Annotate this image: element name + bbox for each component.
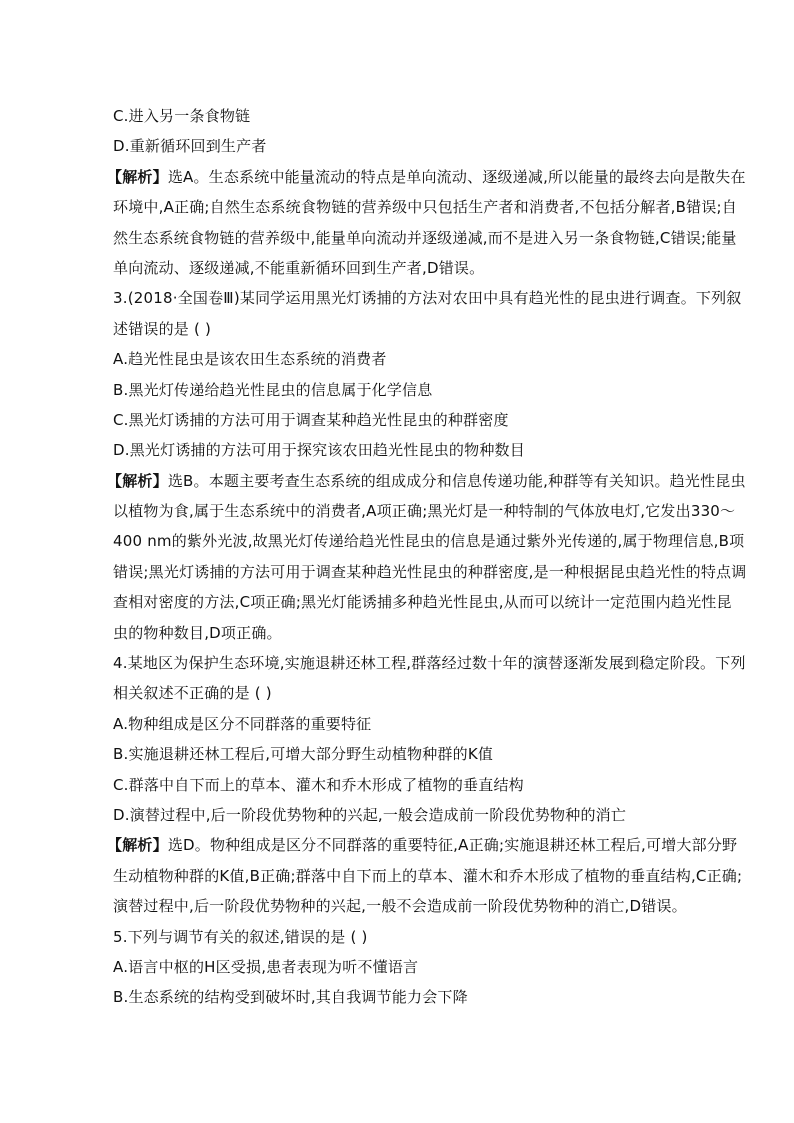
- line-text: A.语言中枢的H区受损,患者表现为听不懂语言: [113, 957, 419, 976]
- line-text: 以植物为食,属于生态系统中的消费者,A项正确;黑光灯是一种特制的气体放电灯,它发出330～: [113, 502, 736, 521]
- line-text: 演替过程中,后一阶段优势物种的兴起,一般不会造成前一阶段优势物种的消亡,D错误。: [113, 897, 687, 916]
- option-line: [113, 709, 703, 739]
- question-line: [113, 922, 703, 952]
- text-line: [113, 861, 743, 891]
- line-text: 选A。生态系统中能量流动的特点是单向流动、逐级递减,所以能量的最终去向是散失在: [167, 167, 746, 186]
- line-text: 5.下列与调节有关的叙述,错误的是 ( ): [113, 927, 368, 946]
- text-line: [113, 526, 745, 556]
- text-line: [113, 678, 703, 708]
- line-text: A.趋光性昆虫是该农田生态系统的消费者: [113, 350, 387, 369]
- question-line: [113, 648, 746, 678]
- line-text: B.生态系统的结构受到破坏时,其自我调节能力会下降: [113, 988, 468, 1007]
- option-line: [113, 405, 703, 435]
- line-text: 然生态系统食物链的营养级中,能量单向流动并逐级递减,而不是进入另一条食物链,C错误;能量: [113, 228, 737, 247]
- line-text: 查相对密度的方法,C项正确;黑光灯能诱捕多种趋光性昆虫,从而可以统计一定范围内趋光性昆: [113, 593, 732, 612]
- option-line: [113, 375, 703, 405]
- analysis-line: [107, 830, 738, 860]
- question-line: [113, 283, 742, 313]
- line-text: C.进入另一条食物链: [113, 107, 251, 125]
- line-text: 4.某地区为保护生态环境,实施退耕还林工程,群落经过数十年的演替逐渐发展到稳定阶段。下列: [113, 654, 746, 673]
- line-text: D.重新循环回到生产者: [113, 137, 267, 156]
- line-text: 单向流动、逐级递减,不能重新循环回到生产者,D错误。: [113, 258, 485, 277]
- text-line: [113, 587, 732, 617]
- option-line: [113, 800, 703, 830]
- line-text: 选D。物种组成是区分不同群落的重要特征,A正确;实施退耕还林工程后,可增大部分野: [167, 836, 738, 855]
- text-line: [113, 891, 703, 921]
- text-line: [113, 223, 737, 253]
- option-line: [113, 435, 703, 465]
- analysis-tag: 【解析】: [107, 471, 168, 490]
- line-text: D.黑光灯诱捕的方法可用于探究该农田趋光性昆虫的物种数目: [113, 441, 525, 460]
- text-line: [113, 618, 703, 648]
- text-line: [113, 192, 737, 222]
- line-text: 3.(2018·全国卷Ⅲ)某同学运用黑光灯诱捕的方法对农田中具有趋光性的昆虫进行调查。下列叙: [113, 289, 742, 308]
- line-text: B.实施退耕还林工程后,可增大部分野生动植物种群的K值: [113, 745, 494, 764]
- option-line: [113, 770, 703, 800]
- option-line: [113, 952, 703, 982]
- option-line: [113, 344, 703, 374]
- line-text: 错误;黑光灯诱捕的方法可用于调查某种趋光性昆虫的种群密度,是一种根据昆虫趋光性的特点调: [113, 562, 747, 581]
- option-line: [113, 101, 703, 131]
- analysis-tag: 【解析】: [107, 167, 168, 186]
- line-text: C.群落中自下而上的草本、灌木和乔木形成了植物的垂直结构: [113, 775, 524, 794]
- line-text: 环境中,A正确;自然生态系统食物链的营养级中只包括生产者和消费者,不包括分解者,B错误;自: [113, 198, 737, 217]
- text-line: [113, 253, 703, 283]
- line-text: 选B。本题主要考查生态系统的组成成分和信息传递功能,种群等有关知识。趋光性昆虫: [167, 471, 746, 490]
- line-text: C.黑光灯诱捕的方法可用于调查某种趋光性昆虫的种群密度: [113, 410, 509, 429]
- analysis-line: [107, 162, 746, 192]
- text-line: [113, 314, 703, 344]
- analysis-tag: 【解析】: [107, 836, 168, 855]
- option-line: [113, 131, 703, 161]
- analysis-line: [107, 466, 746, 496]
- line-text: A.物种组成是区分不同群落的重要特征: [113, 714, 372, 733]
- line-text: 生动植物种群的K值,B正确;群落中自下而上的草本、灌木和乔木形成了植物的垂直结构,C正确;: [113, 866, 743, 885]
- line-text: B.黑光灯传递给趋光性昆虫的信息属于化学信息: [113, 380, 433, 399]
- text-line: [113, 557, 747, 587]
- line-text: 400 nm的紫外光波,故黑光灯传递给趋光性昆虫的信息是通过紫外光传递的,属于物理信息,B项: [113, 532, 745, 551]
- option-line: [113, 982, 703, 1012]
- line-text: 述错误的是 ( ): [113, 319, 212, 338]
- document-body: [107, 101, 747, 1013]
- line-text: 虫的物种数目,D项正确。: [113, 623, 282, 642]
- line-text: D.演替过程中,后一阶段优势物种的兴起,一般会造成前一阶段优势物种的消亡: [113, 805, 627, 824]
- line-text: 相关叙述不正确的是 ( ): [113, 684, 272, 703]
- text-line: [113, 496, 736, 526]
- option-line: [113, 739, 703, 769]
